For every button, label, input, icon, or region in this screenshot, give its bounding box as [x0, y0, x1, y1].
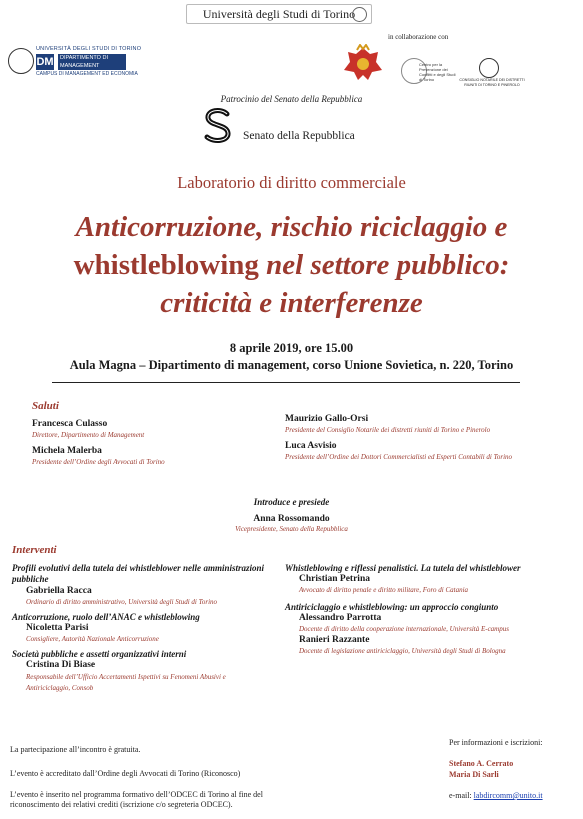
dm-logo: [8, 46, 142, 80]
info-label: Per informazioni e iscrizioni:: [449, 738, 543, 747]
title-line-2-bold: whistleblowing: [73, 249, 259, 281]
saluti-left: [32, 419, 165, 466]
title-line-3: criticità e interferenze: [160, 287, 423, 319]
title-line-2: [0, 246, 583, 284]
lab-title: Laboratorio di diritto commerciale: [177, 173, 406, 192]
speaker-role: Responsabile dell’Ufficio Accertamenti Ispettivi su Fenomeni Abusivi e Antiriciclaggio, Consob: [26, 673, 226, 692]
university-name: Università degli Studi di Torino: [202, 6, 356, 21]
talk-title: Anticorruzione, ruolo dell’ANAC e whistleblowing: [12, 612, 200, 622]
dm-campus: CAMPUS DI MANAGEMENT ED ECONOMIA: [36, 71, 138, 77]
chair-role: Vicepresidente, Senato della Repubblica: [235, 525, 348, 533]
event-place: Aula Magna – Dipartimento di management, corso Unione Sovietica, n. 220, Torino: [69, 358, 514, 372]
talk-title: Whistleblowing e riflessi penalistici. La tutela del whistleblower: [285, 563, 521, 573]
speaker-role: Ordinario di diritto amministrativo, Università degli Studi di Torino: [26, 598, 218, 606]
unito-seal-icon: [8, 48, 34, 74]
interventi-heading: Interventi: [12, 544, 57, 556]
divider: [52, 382, 520, 383]
patronage-line: Patrocinio del Senato della Repubblica: [220, 94, 363, 104]
speaker-role: Avvocato di diritto penale e diritto militare, Foro di Catania: [299, 586, 469, 594]
saluti-heading: Saluti: [32, 400, 59, 412]
title-line-1: Anticorruzione, rischio riciclaggio e: [75, 211, 508, 243]
speaker-name: Cristina Di Biase: [26, 660, 96, 670]
corecom-text: Centro per la Prevenzione dei Conflitti e degli Studi di Torino: [419, 62, 456, 82]
event-title: [0, 208, 583, 322]
footer-odcec: L’evento è inserito nel programma formativo dell’ODCEC di Torino al fine del riconoscimento dei relativi crediti (iscrizione c/o segreteria ODCEC).: [10, 790, 263, 809]
notai-seal-icon: [479, 58, 499, 78]
talk-title: Società pubbliche e assetti organizzativi interni: [12, 649, 187, 659]
speaker-role: Presidente dell’Ordine dei Dottori Commercialisti ed Esperti Contabili di Torino: [285, 453, 513, 461]
speaker-name: Ranieri Razzante: [299, 635, 370, 645]
speaker-name: Christian Petrina: [299, 574, 370, 584]
speaker-role: Direttore, Dipartimento di Management: [32, 431, 145, 439]
collaboration-label: in collaborazione con: [388, 33, 449, 41]
speaker-name: Nicoletta Parisi: [26, 623, 89, 633]
dm-university-line: UNIVERSITÀ DEGLI STUDI DI TORINO: [36, 46, 142, 52]
speaker-name: Alessandro Parrotta: [299, 613, 382, 623]
title-line-2-italic: nel settore pubblico:: [266, 249, 510, 281]
notai-text: CONSIGLIO NOTARILE DEI DISTRETTI RIUNITI DI TORINO E PINEROLO: [459, 78, 525, 87]
heraldic-crest-icon: [340, 44, 386, 84]
notai-logo: [459, 58, 525, 88]
chair-label: Introduce e presiede: [253, 497, 330, 507]
speaker-name: Luca Asvisio: [285, 441, 337, 451]
interventi-right: [285, 563, 565, 655]
speaker-name: Gabriella Racca: [26, 586, 92, 596]
event-date: 8 aprile 2019, ore 15.00: [229, 341, 354, 355]
speaker-name: Francesca Culasso: [32, 419, 108, 429]
saluti-right: [285, 414, 512, 461]
dm-department: DIPARTIMENTO DI MANAGEMENT: [58, 54, 126, 70]
senate-name: Senato della Repubblica: [243, 130, 355, 142]
speaker-role: Docente di diritto della cooperazione internazionale, Università E-campus: [299, 625, 509, 633]
speaker-name: Michela Malerba: [32, 446, 102, 456]
contact-name: Maria Di Sarli: [449, 770, 499, 779]
email-link[interactable]: labdircomm@unito.it: [473, 791, 543, 800]
email-label: e-mail:: [449, 791, 472, 800]
chair-block: [0, 497, 583, 533]
talk-title: Antiriciclaggio e whistleblowing: un approccio congiunto: [285, 602, 499, 612]
interventi-left: [12, 563, 264, 694]
footer-free: La partecipazione all’incontro è gratuita.: [10, 745, 141, 754]
dm-mark: DM: [36, 56, 54, 68]
corecom-logo: [401, 58, 457, 84]
senate-emblem-icon: [201, 108, 235, 144]
contact-name: Stefano A. Cerrato: [449, 759, 514, 768]
university-seal-icon: [352, 7, 367, 22]
speaker-role: Presidente del Consiglio Notarile dei distretti riuniti di Torino e Pinerolo: [285, 426, 491, 434]
speaker-role: Consigliere, Autorità Nazionale Anticorruzione: [26, 635, 159, 643]
talk-title: Profili evolutivi della tutela dei whistleblower nelle amministrazioni pubbliche: [12, 563, 264, 584]
footer-accredited: L’evento è accreditato dall’Ordine degli Avvocati di Torino (Riconosco): [10, 769, 241, 778]
university-header: [186, 4, 372, 24]
speaker-name: Maurizio Gallo-Orsi: [285, 414, 369, 424]
speaker-role: Presidente dell’Ordine degli Avvocati di Torino: [32, 458, 165, 466]
speaker-role: Docente di legislazione antiriciclaggio, Università degli Studi di Bologna: [299, 647, 506, 655]
email-line: [449, 791, 543, 801]
chair-name: Anna Rossomando: [253, 514, 330, 524]
